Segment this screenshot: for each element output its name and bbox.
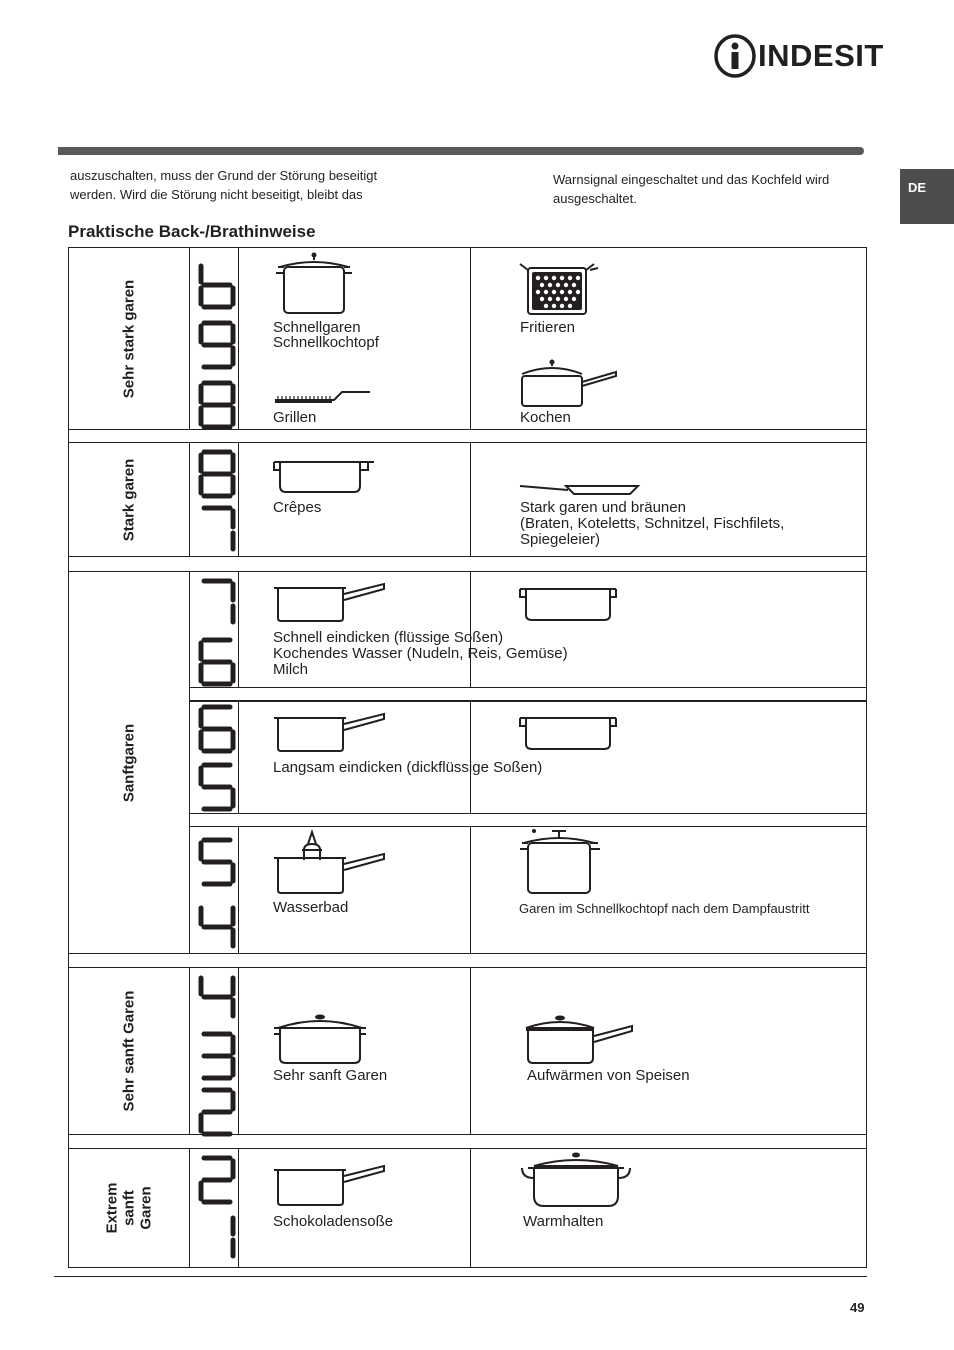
language-tab[interactable]: DE bbox=[900, 169, 954, 224]
segment-digit-2 bbox=[201, 1090, 233, 1134]
text-crepes: Crêpes bbox=[273, 499, 322, 516]
intro-right: Warnsignal eingeschaltet und das Kochfeld wird ausgeschaltet. bbox=[553, 172, 830, 206]
covered-saucepan-icon bbox=[522, 1010, 634, 1066]
segment-digit-6 bbox=[201, 707, 233, 751]
text-aufwaermen: Aufwärmen von Speisen bbox=[527, 1067, 690, 1084]
text-milch: Milch bbox=[273, 661, 309, 678]
text-schnell-eindicken: Schnell eindicken (flüssige Soßen) bbox=[273, 629, 504, 646]
text-sehr-sanft-garen: Sehr sanft Garen bbox=[273, 1067, 388, 1084]
section-title: Praktische Back-/Brathinweise bbox=[68, 222, 316, 241]
pressure-cooker-icon bbox=[518, 827, 602, 897]
group-label-sehr-stark: Sehr stark garen bbox=[68, 247, 190, 430]
pressure-cooker-icon bbox=[272, 251, 356, 317]
segment-digit-b bbox=[201, 266, 233, 307]
page-number: 49 bbox=[850, 1300, 865, 1315]
text-kochendes-wasser: Kochendes Wasser (Nudeln, Reis, Gemüse) bbox=[273, 645, 568, 662]
segment-digit-8 bbox=[201, 383, 233, 427]
text-fritieren: Fritieren bbox=[520, 319, 576, 336]
text-stark-garen-line1: Stark garen und bräunen bbox=[520, 499, 686, 516]
segment-digit-5 bbox=[201, 765, 233, 809]
footer-rule bbox=[54, 1276, 867, 1277]
intro-left: auszuschalten, muss der Grund der Störung beseitigt werden. Wird die Störung nicht beseitigt, bleibt das bbox=[70, 168, 378, 202]
group-label-extrem-sanft: Extrem sanft Garen bbox=[68, 1148, 190, 1268]
segment-digit-4 bbox=[201, 978, 233, 1016]
group-label-sanftgaren: Sanftgaren bbox=[68, 571, 190, 954]
saucepan-icon bbox=[272, 580, 388, 624]
text-grillen: Grillen bbox=[273, 409, 317, 426]
text-schnellgaren: Schnellgaren bbox=[273, 319, 361, 336]
text-kochen: Kochen bbox=[520, 409, 571, 426]
crepe-pot-icon bbox=[272, 456, 376, 496]
segment-digit-3 bbox=[204, 1034, 233, 1078]
text-schnellkochtopf: Schnellkochtopf bbox=[273, 334, 379, 351]
segment-digit-9 bbox=[201, 323, 233, 367]
text-garen-schnellkochtopf: Garen im Schnellkochtopf nach dem Dampfaustritt bbox=[519, 901, 810, 916]
text-schokoladensosse: Schokoladensoße bbox=[273, 1213, 394, 1230]
segment-digit-7 bbox=[204, 581, 233, 622]
segment-digit-4 bbox=[201, 908, 233, 946]
segment-digit-7 bbox=[204, 508, 233, 549]
saucepan-icon bbox=[272, 710, 388, 754]
text-wasserbad: Wasserbad bbox=[273, 899, 349, 916]
segment-digit-2 bbox=[201, 1158, 233, 1202]
segment-digit-6 bbox=[201, 640, 233, 684]
text-warmhalten: Warmhalten bbox=[523, 1213, 604, 1230]
pot-icon bbox=[518, 585, 620, 623]
saucepan-lid-icon bbox=[518, 358, 618, 410]
brand-name: INDESIT bbox=[758, 38, 884, 73]
frying-pan-icon bbox=[518, 482, 640, 498]
covered-pot-icon bbox=[272, 1010, 372, 1066]
saucepan-icon bbox=[272, 1160, 388, 1208]
segment-digit-5 bbox=[201, 840, 233, 884]
covered-casserole-icon bbox=[520, 1150, 636, 1210]
frying-basket-icon bbox=[518, 262, 604, 318]
group-label-sehr-sanft: Sehr sanft Garen bbox=[68, 967, 190, 1135]
text-stark-garen-line3: Spiegeleier) bbox=[520, 531, 601, 548]
text-stark-garen-line2: (Braten, Koteletts, Schnitzel, Fischfilets, bbox=[520, 515, 785, 532]
grill-pan-icon bbox=[272, 384, 372, 406]
group-label-stark: Stark garen bbox=[68, 442, 190, 557]
bain-marie-icon bbox=[272, 830, 388, 896]
pot-icon bbox=[518, 714, 620, 752]
segment-digit-8 bbox=[201, 452, 233, 496]
text-langsam-eindicken: Langsam eindicken (dickflüssige Soßen) bbox=[273, 759, 543, 776]
